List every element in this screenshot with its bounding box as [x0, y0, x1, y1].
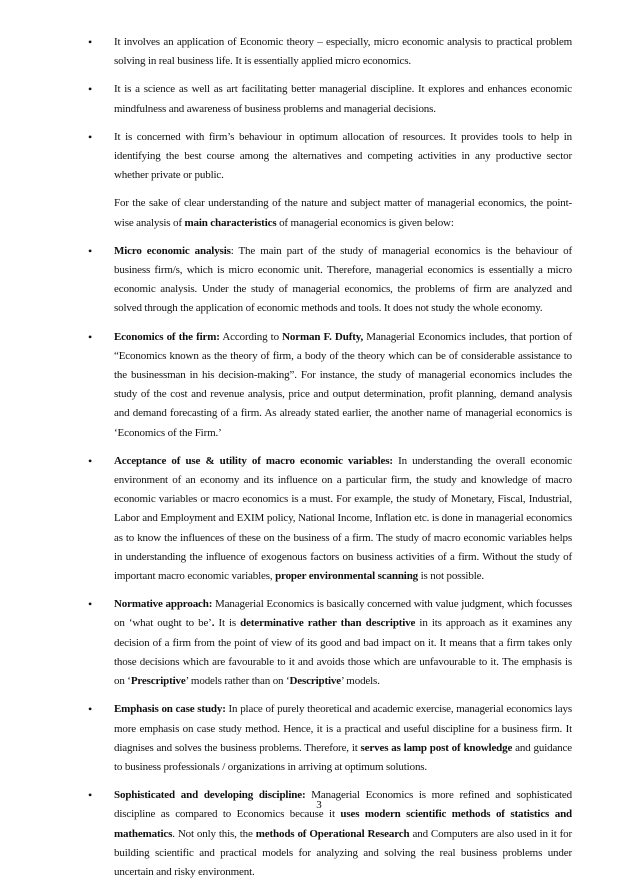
paragraph-gap [86, 586, 572, 595]
bullet-glyph: • [88, 329, 93, 344]
bold-text: methods of Operational Research [255, 827, 410, 840]
bullet-item [86, 80, 572, 118]
bold-text: proper environmental scanning [275, 570, 419, 583]
bullet-glyph: • [88, 453, 93, 468]
text-run: and guidance to business professionals / organizations in arriving at optimum solutions. [114, 741, 572, 773]
text-run: It is a science as well as art facilitating better managerial discipline. It explores and enhances economic mindfulness and awareness of business problems and managerial decisions. [114, 83, 572, 115]
bullet-glyph: • [88, 243, 93, 258]
bold-text: Emphasis on case study: [114, 703, 226, 716]
bullet-glyph: • [88, 788, 93, 803]
bold-text: main characteristics [184, 216, 277, 229]
bold-text: Prescriptive [130, 675, 186, 688]
text-run: It is [214, 617, 241, 630]
page-number: 3 [316, 799, 322, 811]
bullet-glyph: • [88, 597, 93, 612]
paragraph-gap [86, 443, 572, 452]
bold-text: Micro economic analysis [114, 244, 231, 257]
text-run: of managerial economics is given below: [276, 216, 454, 229]
text-run: Managerial Economics includes, that portion of “Economics known as the theory of firm, a body of the theory which can be of considerable assistance to the businessman in his decision-making”. For instance, the study of managerial economics includes the study of the cost and revenue analysis, price and output determination, profit planning, demand analysis and demand forecasting of a firm. As already stated earlier, the another name of managerial economics is ‘Economics of the Firm.’ [114, 330, 572, 439]
document-body [86, 33, 572, 882]
text-run: In understanding the overall economic environment of an economy and its influence on a particular firm, the study and knowledge of macro economic variables or macro economics is a must. For example, the study of Monetary, Fiscal, Industrial, Labor and Employment and EXIM policy, National Income, Inflation etc. is done in managerial economics as to know the influences of these on the business of a firm. The study of macro economic variables helps in understanding the influence of exogenous factors on business activities of a firm. Without the study of important macro economic variables, [114, 454, 572, 583]
paragraph-gap [86, 71, 572, 80]
bullet-glyph: • [88, 129, 93, 144]
bullet-item [86, 452, 572, 586]
text-run: ’ models rather than on ‘ [185, 675, 290, 688]
bullet-item [86, 242, 572, 319]
bold-text: Acceptance of use & utility of macro economic variables: [114, 454, 393, 467]
text-run: It involves an application of Economic theory – especially, micro economic analysis to practical problem solving in real business life. It is essentially applied micro economics. [114, 36, 572, 68]
bold-text: . [211, 617, 215, 630]
bold-text: Sophisticated and developing discipline: [114, 789, 306, 802]
text-run: Managerial Economics is more refined and sophisticated discipline as compared to Economics because it [114, 789, 572, 821]
paragraph-gap [86, 319, 572, 328]
bullet-item [86, 128, 572, 186]
text-run: ’ models. [341, 675, 380, 688]
paragraph-gap [86, 119, 572, 128]
text-run: and Computers are also used in it for building scientific and practical models for analyzing and solving the real business problems under uncertain and risky environment. [114, 827, 572, 878]
bold-text: serves as lamp post of knowledge [360, 741, 513, 754]
text-run: Managerial Economics is basically concerned with value judgment, which focusses on ‘what ought to be’ [114, 598, 573, 630]
bold-text: Norman F. Dufty, [282, 330, 364, 343]
bullet-item [86, 700, 572, 777]
text-run: in its approach as it examines any decision of a firm from the point of view of its good and bad impact on it. It means that a firm takes only those decisions which are favourable to it and avoids those which are unfavourable to it. The emphasis is on ‘ [114, 617, 572, 688]
bold-text: Normative approach: [114, 598, 213, 611]
bullet-glyph: • [88, 82, 93, 97]
bold-text: Descriptive [289, 675, 342, 688]
bullet-item [86, 33, 572, 71]
bold-text: determinative rather than descriptive [240, 617, 416, 630]
text-run: is not possible. [418, 570, 484, 583]
text-run: For the sake of clear understanding of the nature and subject matter of managerial economics, the point-wise analysis of [114, 197, 572, 229]
text-run: According to [219, 330, 283, 343]
paragraph [86, 194, 572, 232]
text-run: It is concerned with firm’s behaviour in optimum allocation of resources. It provides tools to help in identifying the best course among the alternatives and competing activities in any productive sector whether private or public. [114, 130, 572, 182]
paragraph-gap [86, 777, 572, 786]
bullet-item [86, 328, 572, 443]
paragraph-gap [86, 691, 572, 700]
bullet-item [86, 595, 572, 691]
text-run: . Not only this, the [172, 827, 256, 840]
text-run: : The main part of the study of managerial economics is the behaviour of business firm/s, which is micro economic unit. Therefore, managerial economics is essentially a micro economic analysis. Under the study of managerial economics, the problems of firm are analyzed and solved through the application of economic methods and tools. It does not study the whole economy. [114, 244, 572, 315]
bullet-glyph: • [88, 35, 93, 49]
bold-text: Economics of the firm: [114, 330, 220, 343]
text-run: In place of purely theoretical and academic exercise, managerial economics lays more emphasis on case study method. Hence, it is a practical and useful discipline for a business firm. It diagnises and solves the business problems. Therefore, it [114, 703, 572, 754]
bullet-glyph: • [88, 702, 93, 717]
paragraph-gap [86, 185, 572, 194]
paragraph-gap [86, 233, 572, 242]
bold-text: uses modern scientific methods of statistics and mathematics [114, 808, 573, 840]
